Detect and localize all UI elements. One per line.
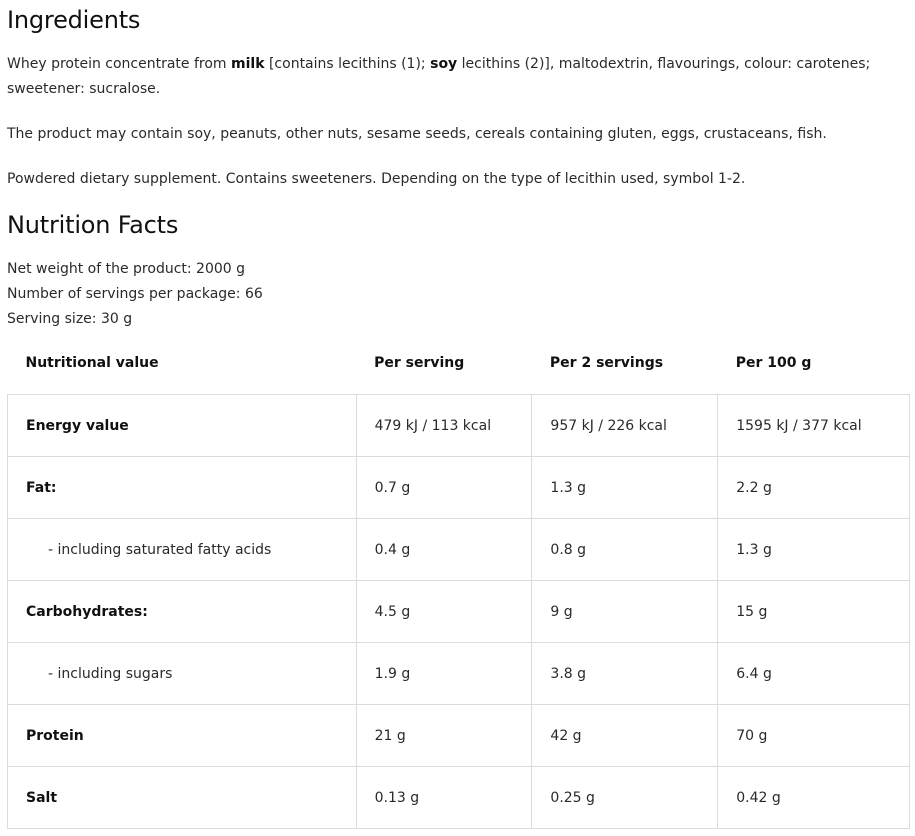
column-header: Per 2 servings xyxy=(549,355,664,371)
may-contain-text: The product may contain soy, peanuts, other nuts, sesame seeds, cereals containing gluten, eggs, crustaceans, fish. xyxy=(7,126,827,142)
nutrition-table xyxy=(7,332,910,829)
nutrient-label: - including sugars xyxy=(8,643,357,705)
nutrient-value: 0.4 g xyxy=(356,519,532,581)
supplement-note: Powdered dietary supplement. Contains sweeteners. Depending on the type of lecithin used, symbol 1-2. xyxy=(7,171,746,187)
nutrient-value: 0.13 g xyxy=(356,767,532,829)
nutrient-value: 21 g xyxy=(356,705,532,767)
allergen-soy: soy xyxy=(430,56,458,72)
net-weight: Net weight of the product: 2000 g xyxy=(7,261,246,277)
table-row xyxy=(8,457,910,519)
table-row xyxy=(8,767,910,829)
nutrition-heading: Nutrition Facts xyxy=(7,211,179,239)
table-row xyxy=(8,581,910,643)
ingredients-text-part: Whey protein concentrate from xyxy=(7,56,232,72)
ingredients-heading: Ingredients xyxy=(7,6,141,34)
ingredients-text-part: [contains lecithins (1); xyxy=(264,56,431,72)
nutrient-value: 0.8 g xyxy=(532,519,718,581)
ingredients-text-part: lecithins (2)], maltodextrin, flavourings, colour: carotenes; sweetener: sucralose. xyxy=(7,56,871,97)
nutrient-label: Salt xyxy=(8,767,357,829)
nutrient-value: 1.3 g xyxy=(718,519,910,581)
table-body xyxy=(8,395,910,829)
table-header-row xyxy=(8,332,910,395)
column-header: Per 100 g xyxy=(735,355,812,371)
servings-per-package: Number of servings per package: 66 xyxy=(7,286,263,302)
nutrient-value: 15 g xyxy=(718,581,910,643)
nutrient-value: 6.4 g xyxy=(718,643,910,705)
nutrient-value: 42 g xyxy=(532,705,718,767)
nutrient-value: 9 g xyxy=(532,581,718,643)
column-header: Nutritional value xyxy=(25,355,159,371)
nutrient-label: - including saturated fatty acids xyxy=(8,519,357,581)
table-row xyxy=(8,395,910,457)
column-header: Per serving xyxy=(374,355,465,371)
product-facts xyxy=(7,257,263,332)
table-row xyxy=(8,705,910,767)
table-row xyxy=(8,643,910,705)
nutrient-label: Carbohydrates: xyxy=(8,581,357,643)
nutrient-value: 3.8 g xyxy=(532,643,718,705)
nutrient-label: Energy value xyxy=(8,395,357,457)
serving-size: Serving size: 30 g xyxy=(7,311,133,327)
nutrient-value: 4.5 g xyxy=(356,581,532,643)
nutrient-value: 1.9 g xyxy=(356,643,532,705)
nutrient-label: Protein xyxy=(8,705,357,767)
nutrient-value: 2.2 g xyxy=(718,457,910,519)
nutrient-value: 0.42 g xyxy=(718,767,910,829)
nutrient-value: 70 g xyxy=(718,705,910,767)
nutrient-value: 957 kJ / 226 kcal xyxy=(532,395,718,457)
nutrient-value: 0.7 g xyxy=(356,457,532,519)
nutrient-label: Fat: xyxy=(8,457,357,519)
table-row xyxy=(8,519,910,581)
allergen-milk: milk xyxy=(231,56,265,72)
nutrient-value: 1.3 g xyxy=(532,457,718,519)
nutrient-value: 0.25 g xyxy=(532,767,718,829)
nutrient-value: 479 kJ / 113 kcal xyxy=(356,395,532,457)
nutrient-value: 1595 kJ / 377 kcal xyxy=(718,395,910,457)
ingredients-text xyxy=(7,52,887,102)
